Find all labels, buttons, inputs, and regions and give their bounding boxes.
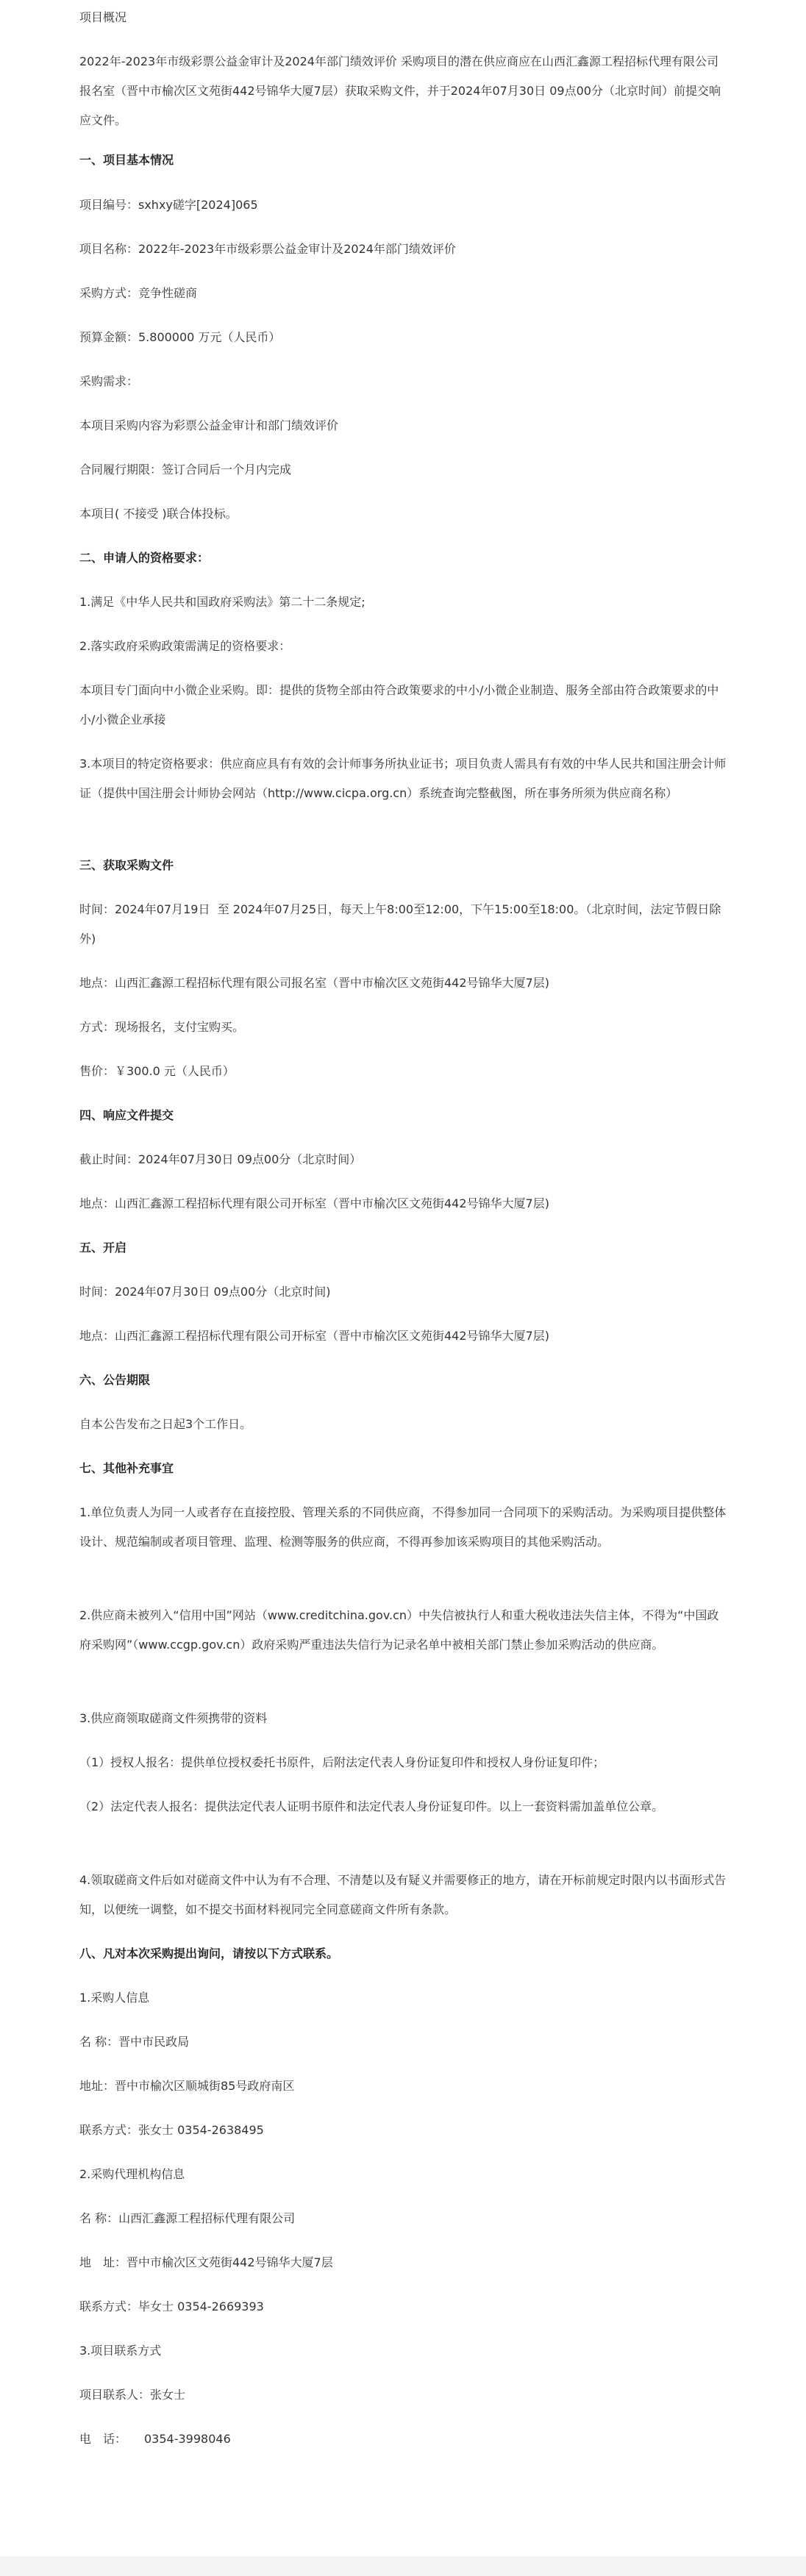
obtain-time: 时间：2024年07月19日 至 2024年07月25日，每天上午8:00至12:00，下午15:00至18:00。（北京时间，法定节假日除外) (79, 902, 721, 946)
qualification-1: 1.满足《中华人民共和国政府采购法》第二十二条规定; (79, 595, 365, 609)
section-5-heading: 五、开启 (79, 1241, 127, 1255)
supplement-3b: （2）法定代表人报名：提供法定代表人证明书原件和法定代表人身份证复印件。以上一套资料需加盖单位公章。 (79, 1799, 664, 1813)
supplement-3: 3.供应商领取磋商文件须携带的资料 (79, 1711, 268, 1725)
obtain-price: 售价：￥300.0 元（人民币） (79, 1064, 235, 1078)
opening-place: 地点：山西汇鑫源工程招标代理有限公司开标室（晋中市榆次区文苑街442号锦华大厦7层) (79, 1329, 549, 1343)
section-6-heading: 六、公告期限 (79, 1373, 151, 1387)
agency-info-label: 2.采购代理机构信息 (79, 2167, 185, 2181)
qualification-3: 3.本项目的特定资格要求：供应商应具有有效的会计师事务所执业证书；项目负责人需具有有效的中华人民共和国注册会计师证（提供中国注册会计师协会网站（http://www.cicpa.org.cn）系统查询完整截图，所在事务所须为供应商名称） (79, 757, 727, 800)
agency-address: 地 址：晋中市榆次区文苑街442号锦华大厦7层 (79, 2255, 333, 2269)
purchaser-contact: 联系方式：张女士 0354-2638495 (79, 2123, 264, 2137)
project-name: 项目名称：2022年-2023年市级彩票公益金审计及2024年部门绩效评价 (79, 242, 456, 256)
consortium-note: 本项目( 不接受 )联合体投标。 (79, 507, 238, 521)
section-8-heading: 八、凡对本次采购提出询问，请按以下方式联系。 (79, 1947, 339, 1960)
supplement-3a: （1）授权人报名：提供单位授权委托书原件，后附法定代表人身份证复印件和授权人身份证复印件； (79, 1755, 605, 1769)
qualification-2-detail: 本项目专门面向中小微企业采购。即：提供的货物全部由符合政策要求的中小/小微企业制造、服务全部由符合政策要求的中小/小微企业承接 (79, 683, 719, 727)
intro-paragraph: 2022年-2023年市级彩票公益金审计及2024年部门绩效评价 采购项目的潜在供应商应在山西汇鑫源工程招标代理有限公司报名室（晋中市榆次区文苑街442号锦华大厦7层）获取采购文件，并于2024年07月30日 09点00分（北京时间）前提交响应文件。 (79, 54, 721, 127)
qualification-2: 2.落实政府采购政策需满足的资格要求： (79, 639, 291, 653)
opening-time: 时间：2024年07月30日 09点00分（北京时间) (79, 1285, 331, 1299)
supplement-2: 2.供应商未被列入“信用中国”网站（www.creditchina.gov.cn）中失信被执行人和重大税收违法失信主体，不得为“中国政府采购网”（www.ccgp.gov.cn）政府采购严重违法失信行为记录名单中被相关部门禁止参加采购活动的供应商。 (79, 1608, 719, 1652)
project-contact-person: 项目联系人：张女士 (79, 2388, 186, 2402)
agency-contact: 联系方式：毕女士 0354-2669393 (79, 2300, 264, 2313)
project-contact-phone: 电 话： 0354-3998046 (79, 2432, 231, 2446)
contract-period: 合同履行期限：签订合同后一个月内完成 (79, 463, 292, 477)
obtain-place: 地点：山西汇鑫源工程招标代理有限公司报名室（晋中市榆次区文苑街442号锦华大厦7层) (79, 976, 549, 990)
project-contact-label: 3.项目联系方式 (79, 2344, 162, 2358)
section-7-heading: 七、其他补充事宜 (79, 1461, 174, 1475)
section-label: 项目概况 (79, 10, 127, 24)
demand-label: 采购需求： (79, 374, 139, 388)
project-number: 项目编号：sxhxy磋字[2024]065 (79, 198, 258, 212)
submission-deadline: 截止时间：2024年07月30日 09点00分（北京时间） (79, 1152, 362, 1166)
page-bottom-band (0, 2556, 806, 2576)
announcement-period: 自本公告发布之日起3个工作日。 (79, 1417, 252, 1431)
supplement-4: 4.领取磋商文件后如对磋商文件中认为有不合理、不清楚以及有疑义并需要修正的地方，请在开标前规定时限内以书面形式告知，以便统一调整，如不提交书面材料视同完全同意磋商文件所有条款。 (79, 1873, 727, 1916)
supplement-1: 1.单位负责人为同一人或者存在直接控股、管理关系的不同供应商，不得参加同一合同项下的采购活动。为采购项目提供整体设计、规范编制或者项目管理、监理、检测等服务的供应商，不得再参加该采购项目的其他采购活动。 (79, 1505, 727, 1549)
submission-place: 地点：山西汇鑫源工程招标代理有限公司开标室（晋中市榆次区文苑街442号锦华大厦7层) (79, 1196, 549, 1210)
purchaser-address: 地址：晋中市榆次区顺城街85号政府南区 (79, 2079, 295, 2093)
obtain-method: 方式：现场报名，支付宝购买。 (79, 1020, 245, 1034)
purchaser-info-label: 1.采购人信息 (79, 1991, 150, 2005)
procurement-method: 采购方式：竞争性磋商 (79, 286, 198, 300)
section-2-heading: 二、申请人的资格要求： (79, 551, 210, 565)
section-4-heading: 四、响应文件提交 (79, 1108, 174, 1122)
purchaser-name: 名 称：晋中市民政局 (79, 2035, 190, 2049)
agency-name: 名 称：山西汇鑫源工程招标代理有限公司 (79, 2211, 296, 2225)
demand-content: 本项目采购内容为彩票公益金审计和部门绩效评价 (79, 418, 339, 432)
section-3-heading: 三、获取采购文件 (79, 858, 174, 872)
budget-amount: 预算金额：5.800000 万元（人民币） (79, 330, 281, 344)
section-1-heading: 一、项目基本情况 (79, 153, 174, 167)
